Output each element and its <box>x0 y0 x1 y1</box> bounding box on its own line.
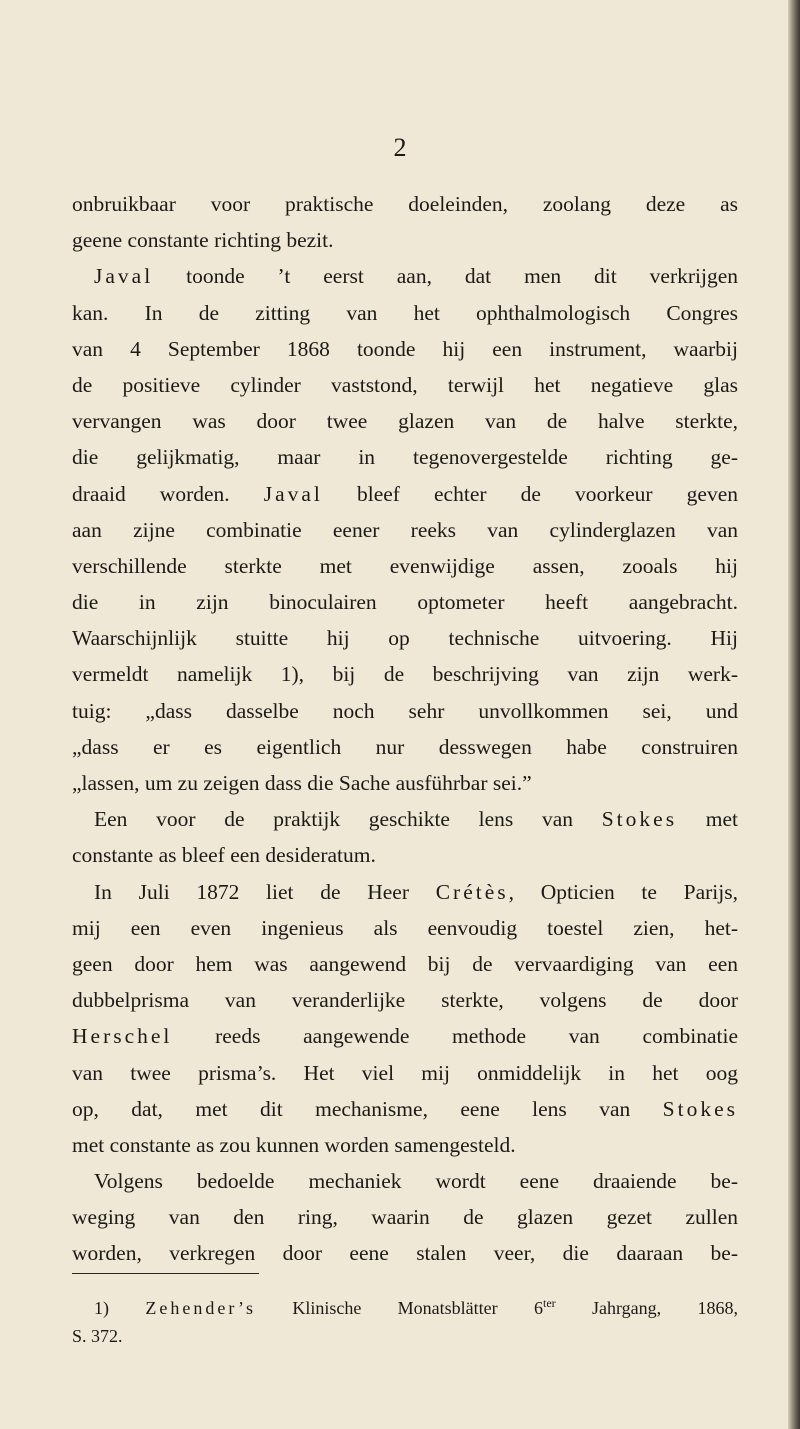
body-text <box>72 186 738 1272</box>
text-line: de positieve cylinder vaststond, terwijl het negatieve glas <box>72 372 738 397</box>
author-name: Crétès <box>435 879 509 904</box>
author-name: Zehender’s <box>145 1298 256 1318</box>
text-line: van twee prisma’s. Het viel mij onmiddelijk in het oog <box>72 1060 738 1085</box>
footnote-divider <box>72 1273 259 1274</box>
text-line: dubbelprisma van veranderlijke sterkte, volgens de door <box>72 988 738 1013</box>
text-line: „lassen, um zu zeigen dass die Sache ausführbar sei.” <box>72 771 532 795</box>
text-line: Een voor de praktijk geschikte lens van Stokes met <box>94 807 738 832</box>
text-line: constante as bleef een desideratum. <box>72 843 376 868</box>
author-name: Stokes <box>662 1096 738 1121</box>
text-line: met constante as zou kunnen worden samengesteld. <box>72 1132 516 1157</box>
text-line: op, dat, met dit mechanisme, eene lens van Stokes <box>72 1096 738 1121</box>
author-name: Javal <box>94 264 154 289</box>
text-line: draaid worden. Javal bleef echter de voorkeur geven <box>72 481 738 506</box>
text-line: In Juli 1872 liet de Heer Crétès, Opticien te Parijs, <box>94 879 738 904</box>
footnote-number: 1) <box>94 1298 109 1318</box>
text-line: van 4 September 1868 toonde hij een instrument, waarbij <box>72 336 738 361</box>
text-line: „dass er es eigentlich nur desswegen habe construiren <box>72 734 738 759</box>
page-number: 2 <box>393 133 407 162</box>
text-line: geene constante richting bezit. <box>72 228 334 253</box>
text-line: Herschel reeds aangewende methode van combinatie <box>72 1024 738 1049</box>
author-name: Herschel <box>72 1024 173 1049</box>
text-line: worden, verkregen door eene stalen veer, die daaraan be- <box>72 1241 738 1266</box>
text-line: verschillende sterkte met evenwijdige assen, zooals hij <box>72 553 738 578</box>
author-name: Javal <box>263 481 323 506</box>
footnote-line: S. 372. <box>72 1326 123 1346</box>
text-line: die gelijkmatig, maar in tegenovergestelde richting ge- <box>72 445 738 470</box>
text-line: mij een even ingenieus als eenvoudig toestel zien, het- <box>72 915 738 940</box>
text-line: tuig: „dass dasselbe noch sehr unvollkommen sei, und <box>72 698 738 723</box>
text-line: onbruikbaar voor praktische doeleinden, zoolang deze as <box>72 192 738 216</box>
text-line: vermeldt namelijk 1), bij de beschrijving van zijn werk- <box>72 662 738 687</box>
page-edge-shadow <box>788 0 800 1429</box>
text-line: Volgens bedoelde mechaniek wordt eene draaiende be- <box>94 1169 738 1194</box>
footnote <box>72 1294 738 1350</box>
author-name: Stokes <box>601 807 678 832</box>
text-line: aan zijne combinatie eener reeks van cylinderglazen van <box>72 517 738 542</box>
text-line: weging van den ring, waarin de glazen gezet zullen <box>72 1205 738 1230</box>
text-line: geen door hem was aangewend bij de vervaardiging van een <box>72 951 738 976</box>
text-line: Javal toonde ’t eerst aan, dat men dit verkrijgen <box>94 264 738 289</box>
text-line: vervangen was door twee glazen van de halve sterkte, <box>72 409 738 434</box>
text-line: kan. In de zitting van het ophthalmologisch Congres <box>72 300 738 325</box>
text-line: Waarschijnlijk stuitte hij op technische uitvoering. Hij <box>72 626 738 651</box>
footnote-line: 1) Zehender’s Klinische Monatsblätter $6^{ter}$ Jahrgang, 1868, <box>94 1296 739 1318</box>
text-line: die in zijn binoculairen optometer heeft aangebracht. <box>72 590 738 615</box>
